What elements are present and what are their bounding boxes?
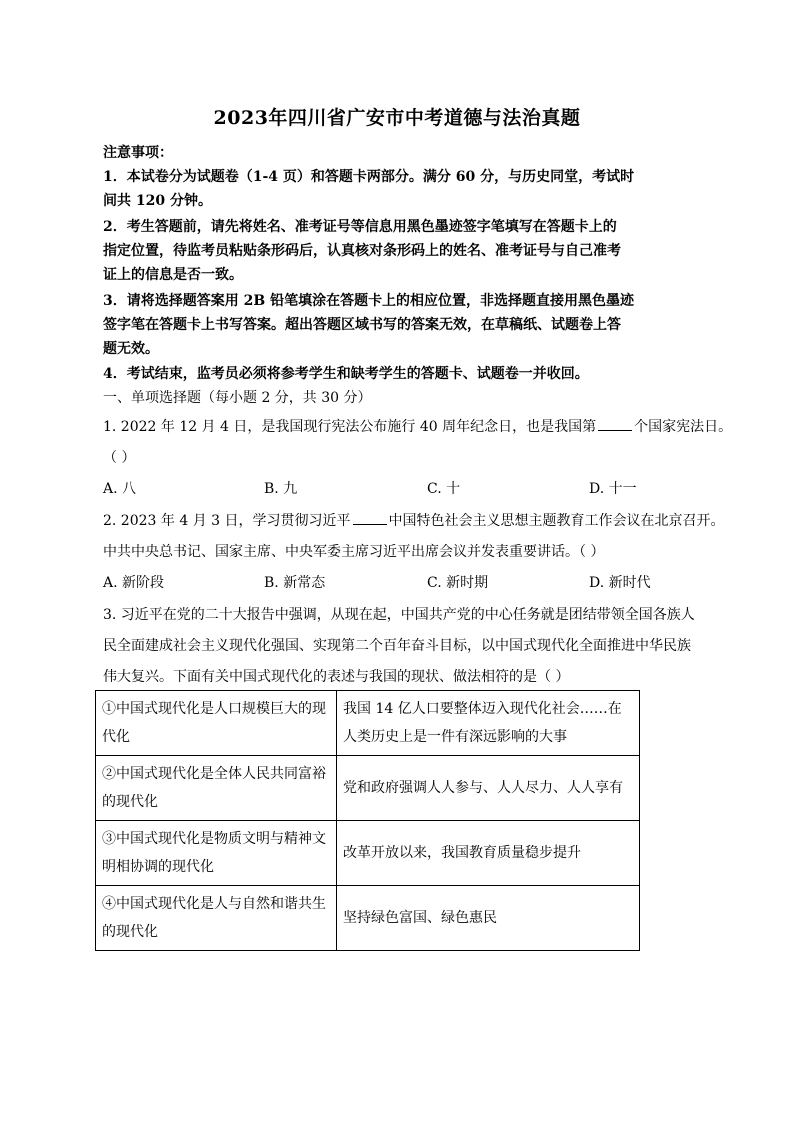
question-1-text-before: 1. 2022 年 12 月 4 日，是我国现行宪法公布施行 40 周年纪念日，也是我国第 [103,419,597,435]
table-cell: ③中国式现代化是物质文明与精神文明相协调的现代化 [96,821,337,886]
question-1-options [103,478,703,498]
table-row [96,691,640,756]
answer-blank [353,512,387,525]
question-3-table [95,690,640,951]
section-heading: 一、单项选择题（每小题 2 分，共 30 分） [103,390,372,406]
question-2-text-before: 2. 2023 年 4 月 3 日，学习贯彻习近平 [103,513,351,529]
notice-line: 间共 120 分钟。 [103,193,212,209]
question-1-stem [103,416,732,436]
notice-line: 1．本试卷分为试题卷（1-4 页）和答题卡两部分。满分 60 分，与历史同堂，考试时 [103,169,635,185]
answer-blank [598,418,632,431]
table-cell: ④中国式现代化是人与自然和谐共生的现代化 [96,886,337,951]
question-3-line: 伟大复兴。下面有关中国式现代化的表述与我国的现状、做法相符的是（ ） [103,669,570,685]
question-3-line: 3. 习近平在党的二十大报告中强调，从现在起，中国共产党的中心任务就是团结带领全国各族人 [103,607,695,623]
table-cell: 坚持绿色富国、绿色惠民 [337,886,640,951]
notice-line: 签字笔在答题卡上书写答案。超出答题区域书写的答案无效，在草稿纸、试题卷上答 [103,317,621,333]
question-2-text-after: 中国特色社会主义思想主题教育工作会议在北京召开。 [388,513,725,529]
option-c: C. 新时期 [427,575,489,591]
table-cell: 改革开放以来，我国教育质量稳步提升 [337,821,640,886]
notice-line: 题无效。 [103,341,159,357]
option-d: D. 新时代 [589,575,651,591]
notice-line: 证上的信息是否一致。 [103,267,243,283]
question-2-options [103,572,703,592]
table-cell: 我国 14 亿人口要整体迈入现代化社会……在人类历史上是一件有深远影响的大事 [337,691,640,756]
question-1-paren: （ ） [103,450,136,466]
option-b: B. 新常态 [264,575,326,591]
table-cell: 党和政府强调人人参与、人人尽力、人人享有 [337,756,640,821]
notice-heading: 注意事项： [103,145,173,161]
option-b: B. 九 [264,481,298,497]
question-1-text-after: 个国家宪法日。 [634,419,733,435]
page-title: 2023年四川省广安市中考道德与法治真题 [213,107,581,129]
option-a: A. 新阶段 [103,575,165,591]
notice-line: 4．考试结束，监考员必须将参考学生和缺考学生的答题卡、试题卷一并收回。 [103,366,589,382]
table-row [96,886,640,951]
table-cell: ②中国式现代化是全体人民共同富裕的现代化 [96,756,337,821]
notice-line: 3．请将选择题答案用 2B 铅笔填涂在答题卡上的相应位置，非选择题直接用黑色墨迹 [103,293,635,309]
notice-line: 指定位置，待监考员粘贴条形码后，认真核对条形码上的姓名、准考证号与自己准考 [103,243,621,259]
table-row [96,821,640,886]
question-3-line: 民全面建成社会主义现代化强国、实现第二个百年奋斗目标，以中国式现代化全面推进中华民族 [103,638,691,654]
question-2-line2: 中共中央总书记、国家主席、中央军委主席习近平出席会议并发表重要讲话。（ ） [103,544,605,560]
table-row [96,756,640,821]
question-2-stem [103,510,725,530]
option-c: C. 十 [427,481,461,497]
option-a: A. 八 [103,481,137,497]
table-cell: ①中国式现代化是人口规模巨大的现代化 [96,691,337,756]
notice-line: 2．考生答题前，请先将姓名、准考证号等信息用黑色墨迹签字笔填写在答题卡上的 [103,219,617,235]
option-d: D. 十一 [589,481,637,497]
